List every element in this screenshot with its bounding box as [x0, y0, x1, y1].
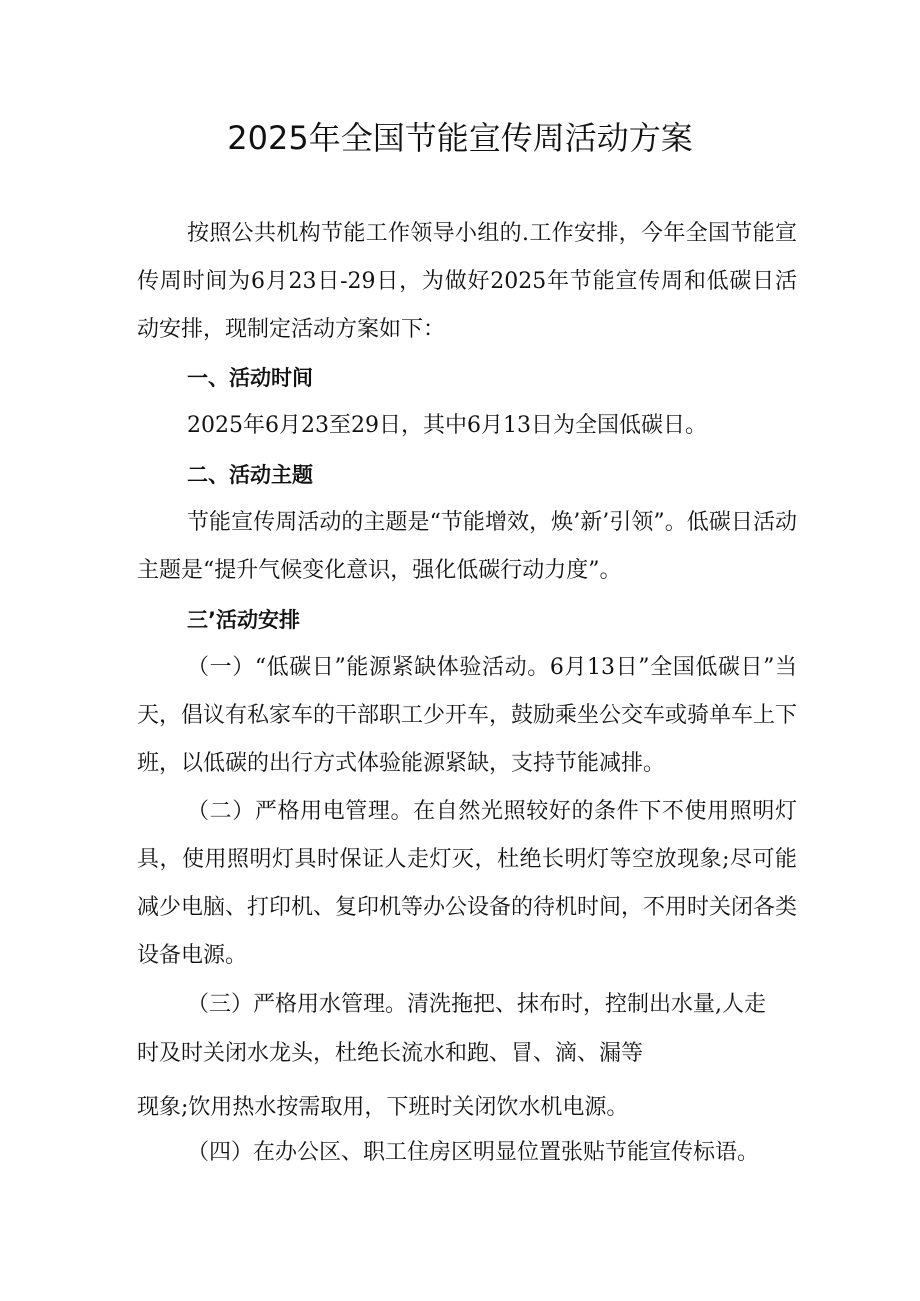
section-theme-text: 节能宣传周活动的主题是“节能增效，焕’新’引领”。低碳日活动主题是“提升气候变化意识，强化低碳行动力度”。	[137, 510, 797, 583]
intro-paragraph: 按照公共机构节能工作领导小组的.工作安排，今年全国节能宣传周时间为6月23日-29日，为做好2025年节能宣传周和低碳日活动安排，现制定活动方案如下：	[137, 221, 797, 342]
arrangement-item-1: （一）“低碳日”能源紧缺体验活动。6月13日”全国低碳日”当天，倡议有私家车的干部职工少开车，鼓励乘坐公交车或骑单车上下班，以低碳的出行方式体验能源紧缺，支持节能减排。	[137, 655, 798, 776]
section-heading-arrangement: 三’活动安排	[187, 608, 300, 632]
arrangement-item-3-line-1: （三）严格用水管理。清洗拖把、抹布时，控制出水量,人走	[187, 992, 766, 1017]
section-heading-time: 一、活动时间	[187, 366, 313, 390]
document-title: 2025年全国节能宣传周活动方案	[227, 119, 693, 157]
arrangement-item-3-line-2: 时及时关闭水龙头，杜绝长流水和跑、冒、滴、漏等	[137, 1041, 644, 1066]
section-heading-theme: 二、活动主题	[187, 463, 313, 487]
section-time-text: 2025年6月23至29日，其中6月13日为全国低碳日。	[187, 413, 707, 438]
arrangement-item-4: （四）在办公区、职工住房区明显位置张贴节能宣传标语。	[187, 1140, 760, 1165]
arrangement-item-2: （二）严格用电管理。在自然光照较好的条件下不使用照明灯具，使用照明灯具时保证人走灯灭，杜绝长明灯等空放现象;尽可能减少电脑、打印机、复印机等办公设备的待机时间，不用时关闭各类设备电源。	[137, 799, 798, 968]
arrangement-item-3-line-3: 现象;饮用热水按需取用，下班时关闭饮水机电源。	[137, 1095, 629, 1120]
